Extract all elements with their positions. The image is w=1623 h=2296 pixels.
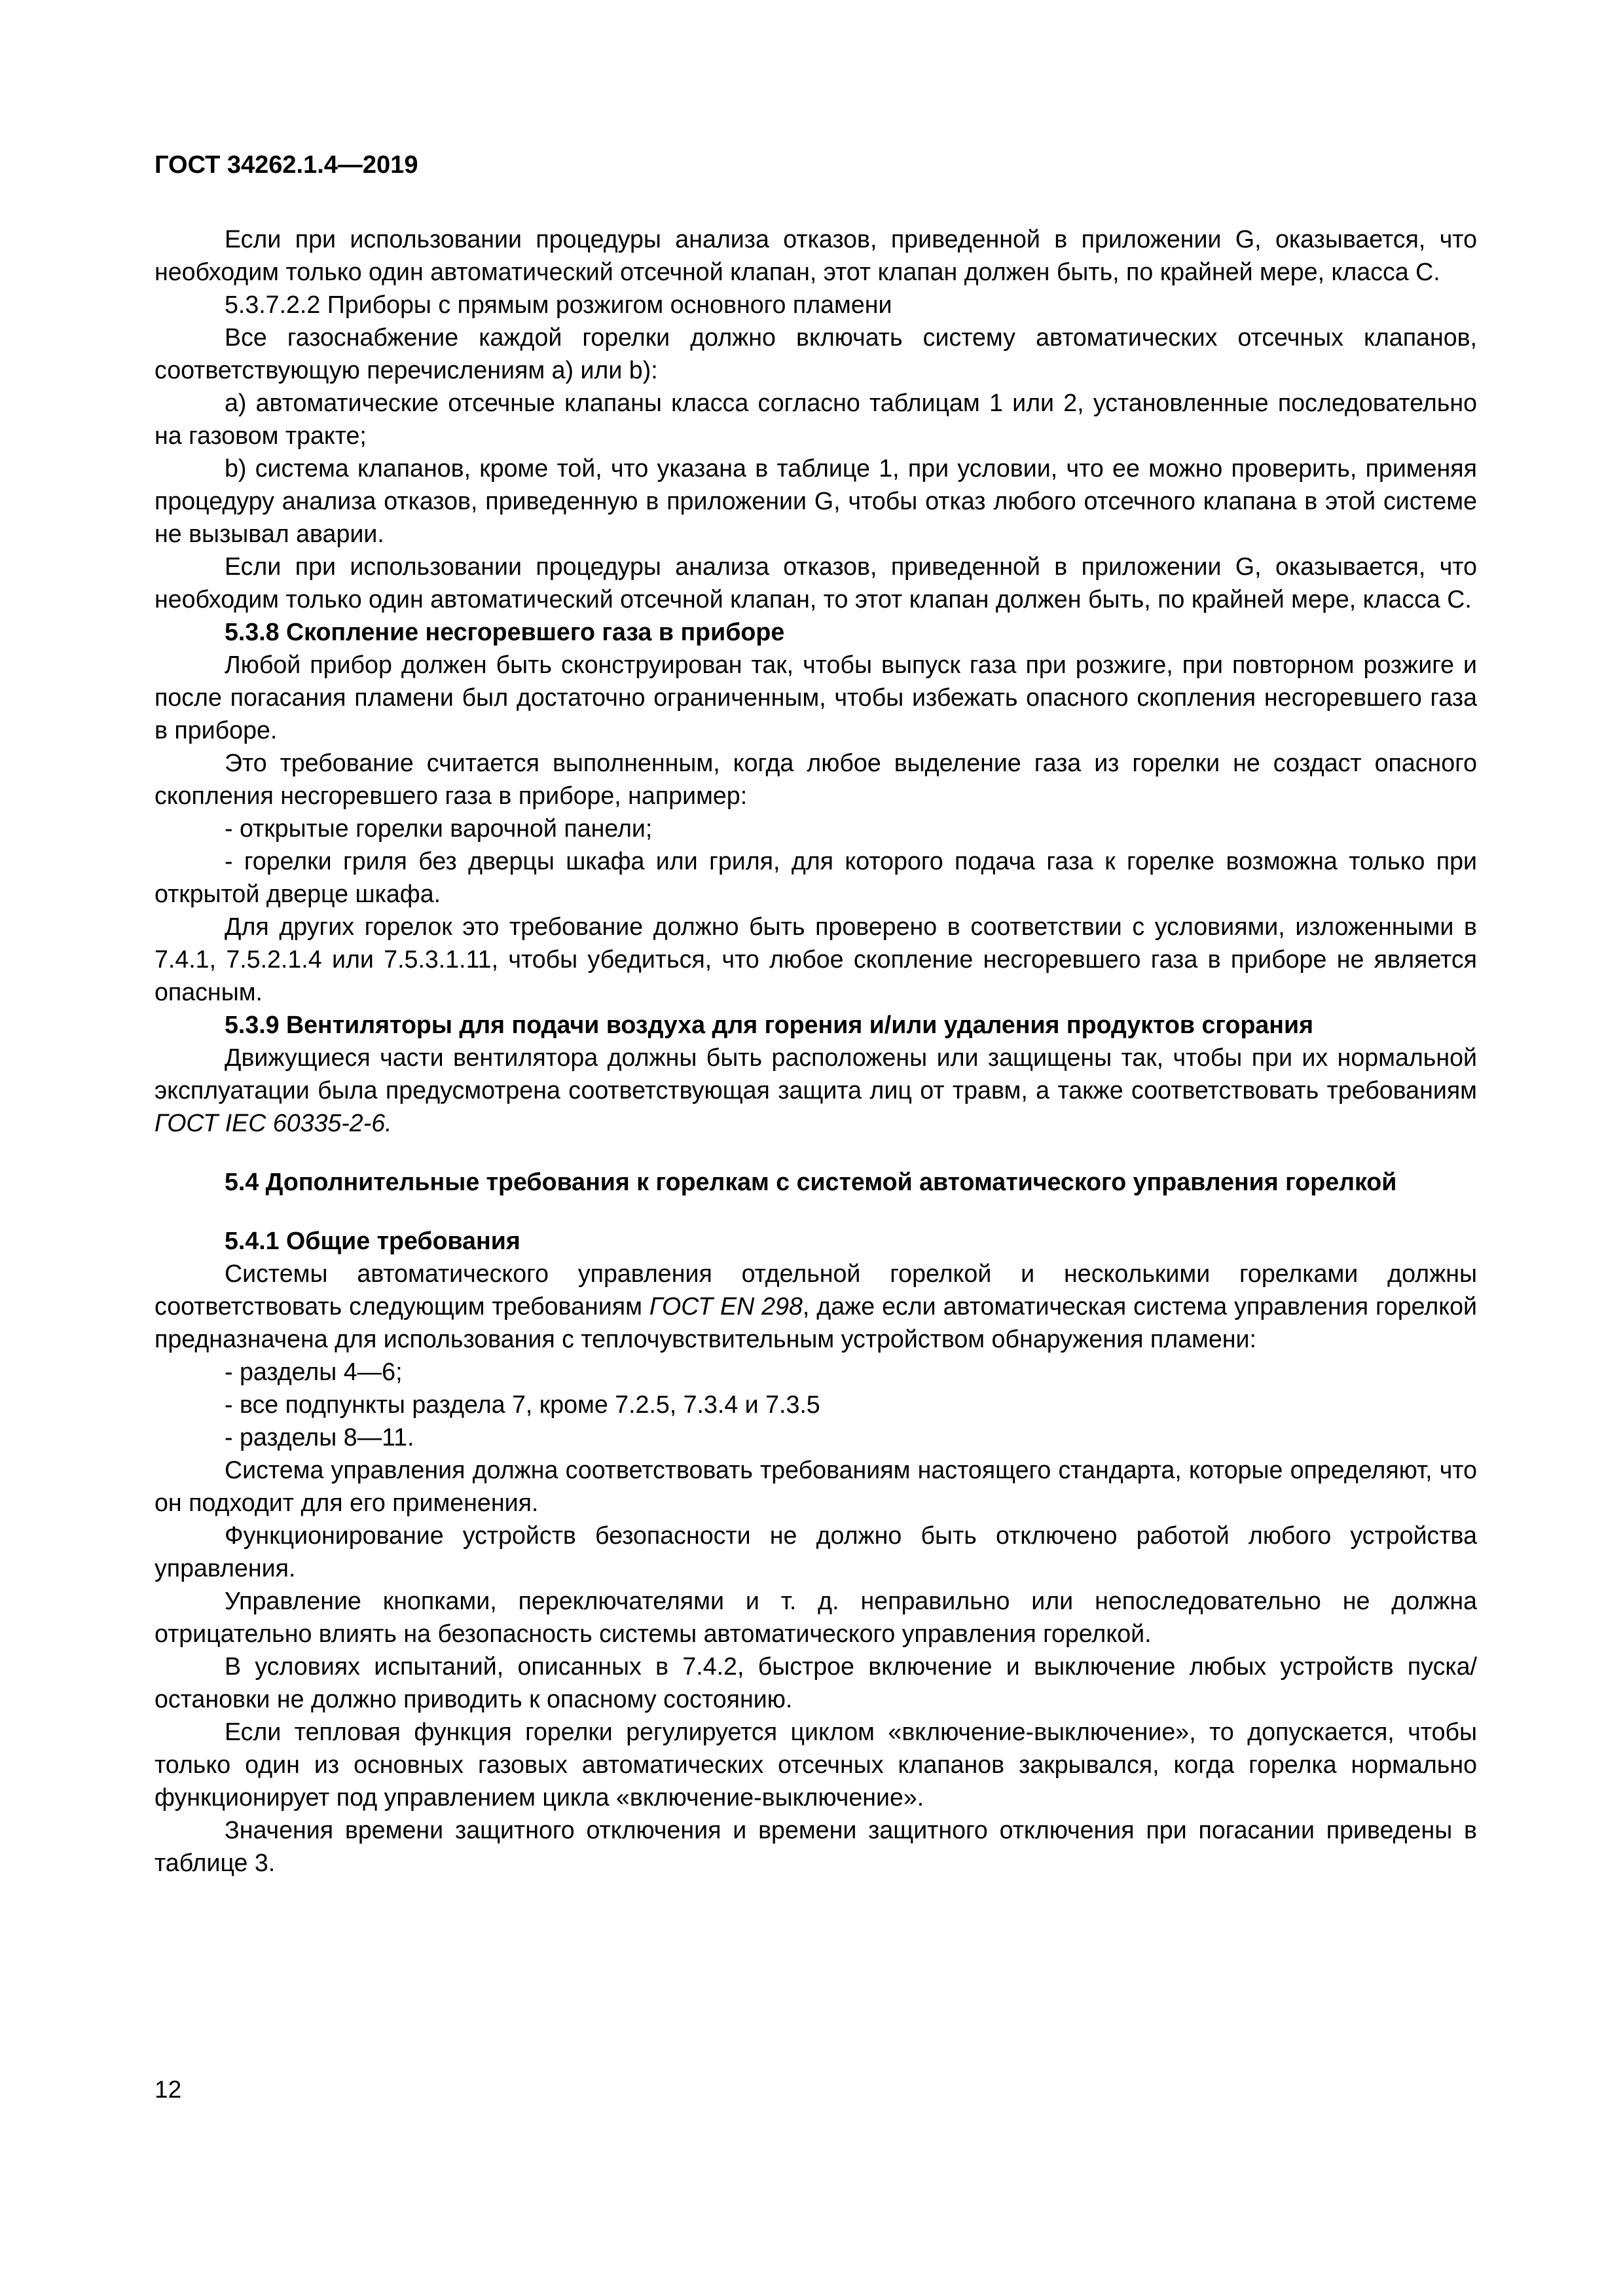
list-item: - открытые горелки варочной панели; <box>225 814 653 842</box>
list-item: b) система клапанов, кроме той, что указана в таблице 1, при условии, что ее можно проверить, применяя процедуру анализа отказов, приведенную в приложении G, чтобы отказ любого отсечного клапана в этой системе не вызывал аварии. <box>155 454 1477 547</box>
paragraph: Если при использовании процедуры анализа отказов, приведенной в приложении G, оказывается, что необходим только один автоматический отсечной клапан, то этот клапан должен быть, по крайней мере, класса С. <box>155 553 1477 613</box>
document-header: ГОСТ 34262.1.4—2019 <box>155 151 418 179</box>
list-item: - горелки гриля без дверцы шкафа или гриля, для которого подача газа к горелке возможна только при открытой дверце шкафа. <box>155 847 1477 907</box>
paragraph <box>155 1041 1477 1139</box>
list-item: а) автоматические отсечные клапаны класса согласно таблицам 1 или 2, установленные последовательно на газовом тракте; <box>155 389 1477 449</box>
section-heading-5-3-8: 5.3.8 Скопление несгоревшего газа в приборе <box>225 618 785 646</box>
paragraph: Все газоснабжение каждой горелки должно включать систему автоматических отсечных клапанов, соответствующую перечислениям а) или b): <box>155 323 1477 384</box>
paragraph-text: Движущиеся части вентилятора должны быть расположены или защищены так, чтобы при их нормальной эксплуатации была предусмотрена соответствующая защита лиц от травм, а также соответствовать требованиям <box>155 1044 1477 1104</box>
section-heading-5-4: 5.4 Дополнительные требования к горелкам с системой автоматического управления горелкой <box>225 1168 1397 1195</box>
paragraph: Для других горелок это требование должно быть проверено в соответствии с условиями, изложенными в 7.4.1, 7.5.2.1.4 или 7.5.3.1.11, чтобы убедиться, что любое скопление несгоревшего газа в приборе не является опасным. <box>155 913 1477 1006</box>
paragraph: Управление кнопками, переключателями и т. д. неправильно или непоследовательно не должна отрицательно влиять на безопасность системы автоматического управления горелкой. <box>155 1587 1477 1647</box>
paragraph-text: , даже если автоматическая система управления горелкой предназначена для использования с теплочувствительным устройством обнаружения пламени: <box>155 1292 1477 1353</box>
document-body <box>155 223 1477 1879</box>
paragraph: Это требование считается выполненным, когда любое выделение газа из горелки не создаст опасного скопления несгоревшего газа в приборе, например: <box>155 749 1477 809</box>
section-heading-5-3-9: 5.3.9 Вентиляторы для подачи воздуха для горения и/или удаления продуктов сгорания <box>225 1011 1314 1038</box>
paragraph: Любой прибор должен быть сконструирован так, чтобы выпуск газа при розжиге, при повторном розжиге и после погасания пламени был достаточно ограниченным, чтобы избежать опасного скопления несгоревшего газа в приборе. <box>155 651 1477 744</box>
list-item: - все подпункты раздела 7, кроме 7.2.5, 7.3.4 и 7.3.5 <box>225 1391 820 1418</box>
standard-reference: ГОСТ IEC 60335-2-6. <box>155 1109 392 1137</box>
standard-reference: ГОСТ EN 298 <box>649 1292 803 1320</box>
paragraph: В условиях испытаний, описанных в 7.4.2, быстрое включение и выключение любых устройств пуска/остановки не должно приводить к опасному состоянию. <box>155 1652 1477 1713</box>
page-number: 12 <box>155 2076 182 2103</box>
paragraph-text: Системы автоматического управления отдельной горелкой и несколькими горелками должны соответствовать следующим требованиям <box>155 1260 1477 1320</box>
paragraph: Если тепловая функция горелки регулируется циклом «включение-выключение», то допускается, чтобы только один из основных газовых автоматических отсечных клапанов закрывался, когда горелка нормально функционирует под управлением цикла «включение-выключение». <box>155 1718 1477 1811</box>
list-item: - разделы 8—11. <box>225 1423 414 1451</box>
paragraph: Функционирование устройств безопасности не должно быть отключено работой любого устройства управления. <box>155 1522 1477 1582</box>
paragraph: Значения времени защитного отключения и времени защитного отключения при погасании приведены в таблице 3. <box>155 1816 1477 1876</box>
list-item: - разделы 4—6; <box>225 1358 403 1385</box>
clause-title: 5.3.7.2.2 Приборы с прямым розжигом основного пламени <box>225 291 892 318</box>
paragraph: Система управления должна соответствовать требованиям настоящего стандарта, которые определяют, что он подходит для его применения. <box>155 1456 1477 1516</box>
paragraph: Если при использовании процедуры анализа отказов, приведенной в приложении G, оказывается, что необходим только один автоматический отсечной клапан, этот клапан должен быть, по крайней мере, класса С. <box>155 225 1477 285</box>
section-heading-5-4-1: 5.4.1 Общие требования <box>225 1227 520 1254</box>
paragraph <box>155 1257 1477 1355</box>
